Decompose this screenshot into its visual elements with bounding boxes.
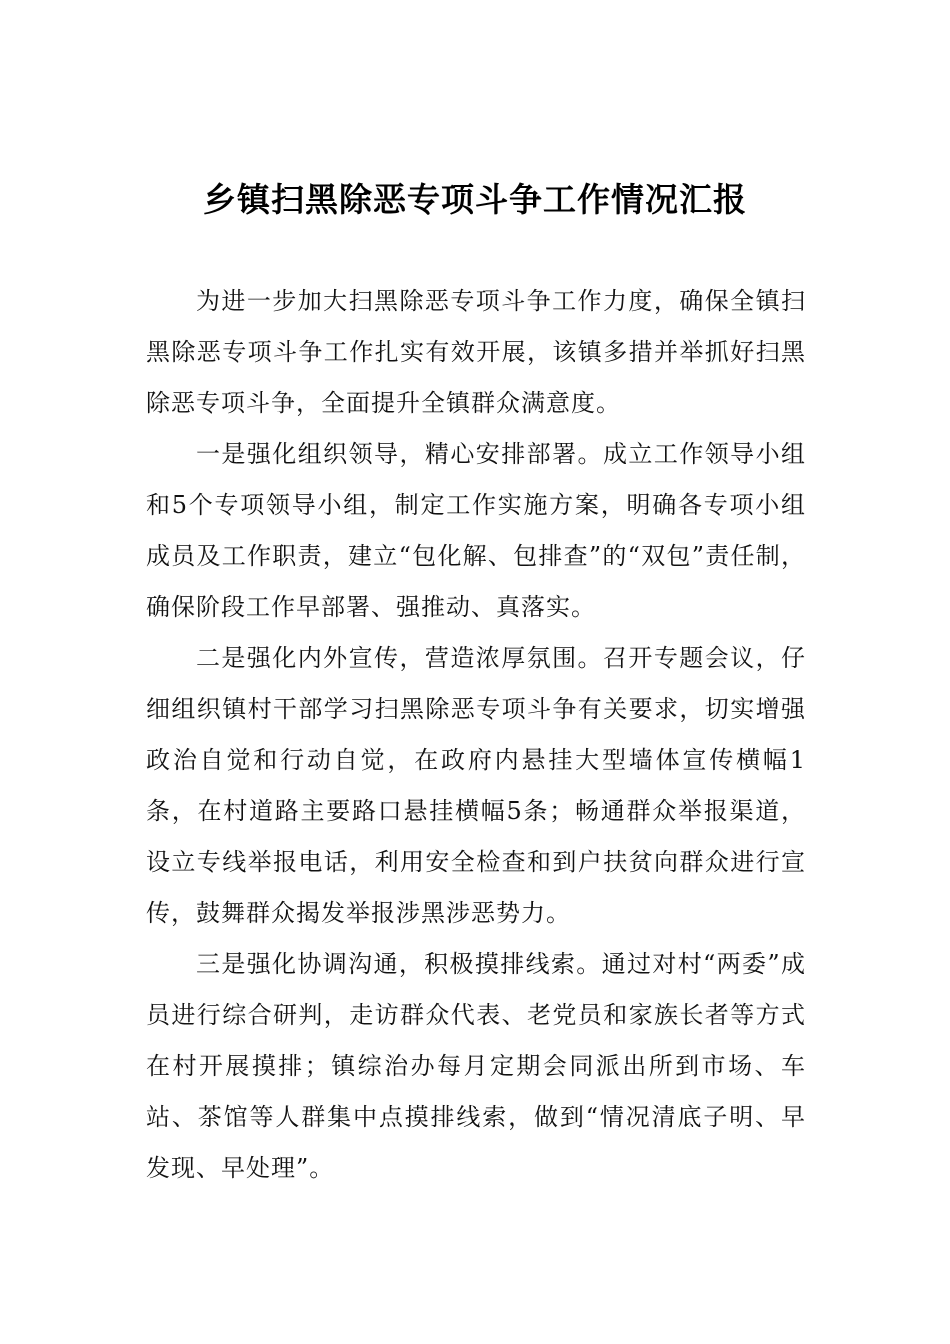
paragraph-intro: 为进一步加大扫黑除恶专项斗争工作力度，确保全镇扫黑除恶专项斗争工作扎实有效开展，该镇多措并举抓好扫黑除恶专项斗争，全面提升全镇群众满意度。 <box>146 287 806 417</box>
document-body <box>146 276 806 1194</box>
paragraph-publicity: 二是强化内外宣传，营造浓厚氛围。召开专题会议，仔细组织镇村干部学习扫黑除恶专项斗争有关要求，切实增强政治自觉和行动自觉，在政府内悬挂大型墙体宣传横幅1条，在村道路主要路口悬挂横幅5条；畅通群众举报渠道，设立专线举报电话，利用安全检查和到户扶贫向群众进行宣传，鼓舞群众揭发举报涉黑涉恶势力。 <box>146 644 806 927</box>
paragraph-coordination: 三是强化协调沟通，积极摸排线索。通过对村“两委”成员进行综合研判，走访群众代表、老党员和家族长者等方式在村开展摸排；镇综治办每月定期会同派出所到市场、车站、茶馆等人群集中点摸排线索，做到“情况清底子明、早发现、早处理”。 <box>146 950 806 1182</box>
paragraph-organization: 一是强化组织领导，精心安排部署。成立工作领导小组和5个专项领导小组，制定工作实施方案，明确各专项小组成员及工作职责，建立“包化解、包排查”的“双包”责任制，确保阶段工作早部署、强推动、真落实。 <box>146 440 806 621</box>
document-title: 乡镇扫黑除恶专项斗争工作情况汇报 <box>203 180 747 219</box>
